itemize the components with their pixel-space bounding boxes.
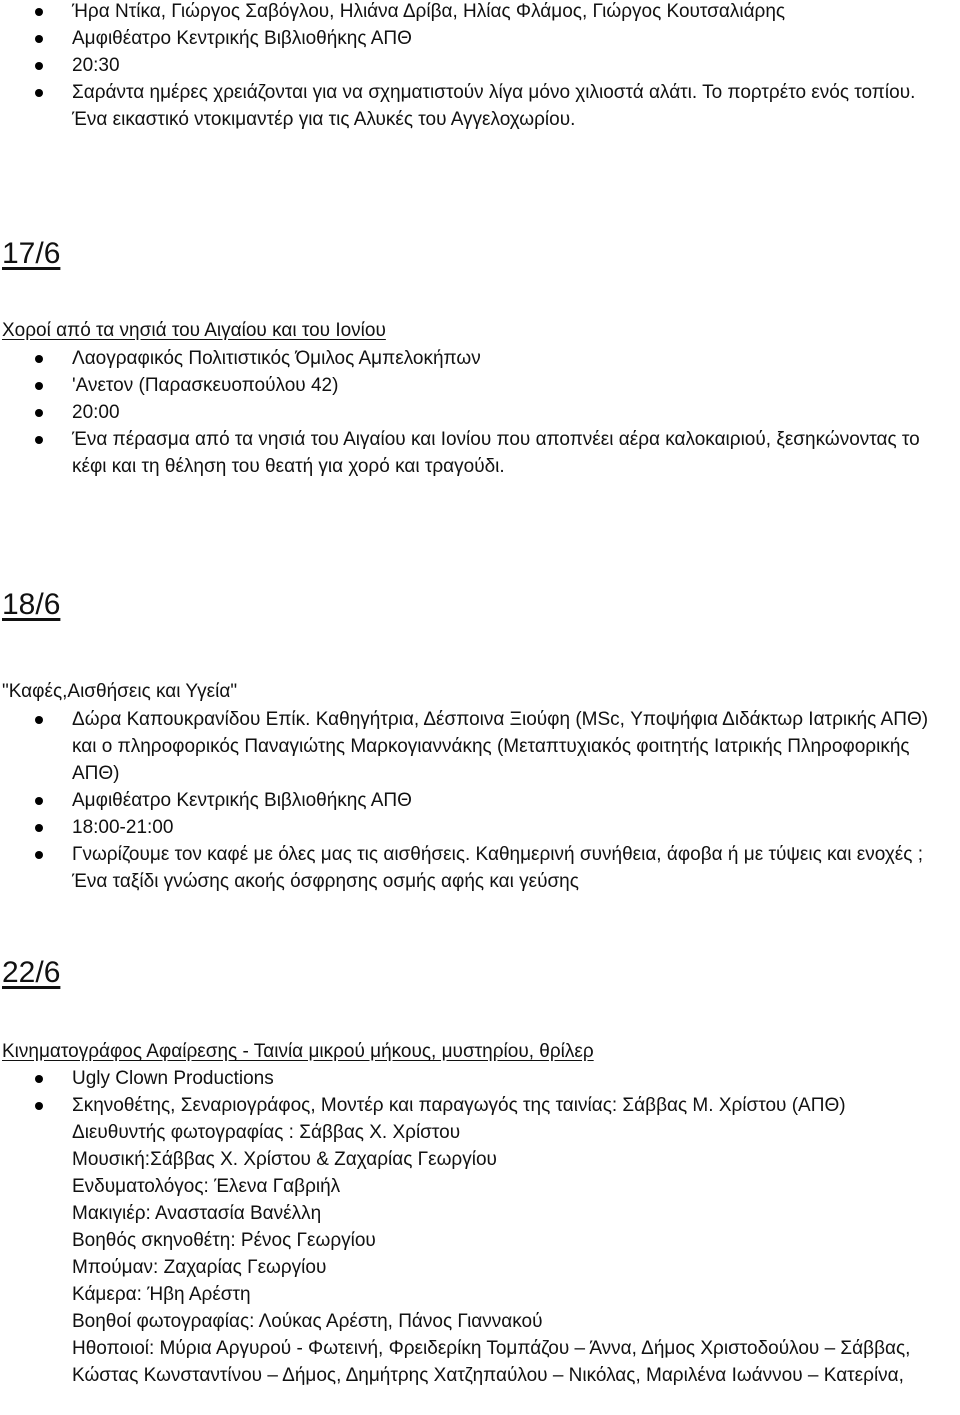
date-heading-17-6: 17/6: [2, 237, 61, 270]
list-item: Αμφιθέατρο Κεντρικής Βιβλιοθήκης ΑΠΘ: [0, 25, 960, 52]
list-item: Γνωρίζουμε τον καφέ με όλες μας τις αισθήσεις. Καθημερινή συνήθεια, άφοβα ή με τύψεις και ενοχές ; Ένα ταξίδι γνώσης ακοής όσφρησης οσμής αφής και γεύσης: [0, 841, 960, 895]
credit-line: Ενδυματολόγος: Έλενα Γαβριήλ: [72, 1176, 341, 1197]
credit-line: Βοηθός σκηνοθέτη: Ρένος Γεωργίου: [72, 1230, 376, 1251]
date-heading-18-6: 18/6: [2, 588, 61, 621]
list-item: 18:00-21:00: [0, 814, 960, 841]
list-item: 20:30: [0, 52, 960, 79]
event-details-17-6: [0, 345, 960, 480]
event-details-22-6: [0, 1065, 960, 1389]
event-details-18-6: [0, 706, 960, 895]
list-item: Ugly Clown Productions: [0, 1065, 960, 1092]
event-title-22-6: Κινηματογράφος Αφαίρεσης - Ταινία μικρού μήκους, μυστηρίου, θρίλερ: [2, 1041, 594, 1062]
credit-line: Διευθυντής φωτογραφίας : Σάββας Χ. Χρίστου: [72, 1122, 461, 1143]
event-title-17-6: Χοροί από τα νησιά του Αιγαίου και του Ιονίου: [2, 320, 386, 341]
credit-line: Ηθοποιοί: Μύρια Αργυρού - Φωτεινή, Φρειδερίκη Τομπάζου – Άννα, Δήμος Χριστοδούλου – Σάββας, Κώστας Κωνσταντίνου – Δήμος, Δημήτρης Χατζηπαύλου – Νικόλας, Μαριλένα Ιωάννου – Κατερίνα,: [72, 1338, 911, 1386]
date-heading-22-6: 22/6: [2, 956, 61, 989]
list-item: Δώρα Καπουκρανίδου Επίκ. Καθηγήτρια, Δέσποινα Ξιούφη (MSc, Υποψήφια Διδάκτωρ Ιατρικής ΑΠΘ) και ο πληροφορικός Παναγιώτης Μαρκογιαννάκης (Μεταπτυχιακός φοιτητής Ιατρικής Πληροφορικής ΑΠΘ): [0, 706, 960, 787]
list-item: Ήρα Ντίκα, Γιώργος Σαβόγλου, Ηλιάνα Δρίβα, Ηλίας Φλάμος, Γιώργος Κουτσαλιάρης: [0, 0, 960, 25]
list-item: 'Ανετον (Παρασκευοπούλου 42): [0, 372, 960, 399]
list-item-credits: [0, 1092, 960, 1389]
credit-line: Κάμερα: Ήβη Αρέστη: [72, 1284, 251, 1305]
credit-line: Μακιγιέρ: Αναστασία Βανέλλη: [72, 1203, 322, 1224]
top-event-details: [0, 0, 960, 133]
credit-line: Βοηθοί φωτογραφίας: Λούκας Αρέστη, Πάνος Γιαννακού: [72, 1311, 543, 1332]
list-item: Ένα πέρασμα από τα νησιά του Αιγαίου και Ιονίου που αποπνέει αέρα καλοκαιριού, ξεσηκώνοντας το κέφι και τη θέληση του θεατή για χορό και τραγούδι.: [0, 426, 960, 480]
list-item: Αμφιθέατρο Κεντρικής Βιβλιοθήκης ΑΠΘ: [0, 787, 960, 814]
event-title-18-6: "Καφές,Αισθήσεις και Υγεία": [2, 681, 238, 702]
list-item: Σαράντα ημέρες χρειάζονται για να σχηματιστούν λίγα μόνο χιλιοστά αλάτι. Το πορτρέτο ενός τοπίου. Ένα εικαστικό ντοκιμαντέρ για τις Αλυκές του Αγγελοχωρίου.: [0, 79, 960, 133]
credit-line: Μουσική:Σάββας Χ. Χρίστου & Ζαχαρίας Γεωργίου: [72, 1149, 497, 1170]
credit-line: Μπούμαν: Ζαχαρίας Γεωργίου: [72, 1257, 327, 1278]
credit-line: Σκηνοθέτης, Σεναριογράφος, Μοντέρ και παραγωγός της ταινίας: Σάββας Μ. Χρίστου (ΑΠΘ): [72, 1095, 846, 1116]
list-item: Λαογραφικός Πολιτιστικός Όμιλος Αμπελοκήπων: [0, 345, 960, 372]
list-item: 20:00: [0, 399, 960, 426]
